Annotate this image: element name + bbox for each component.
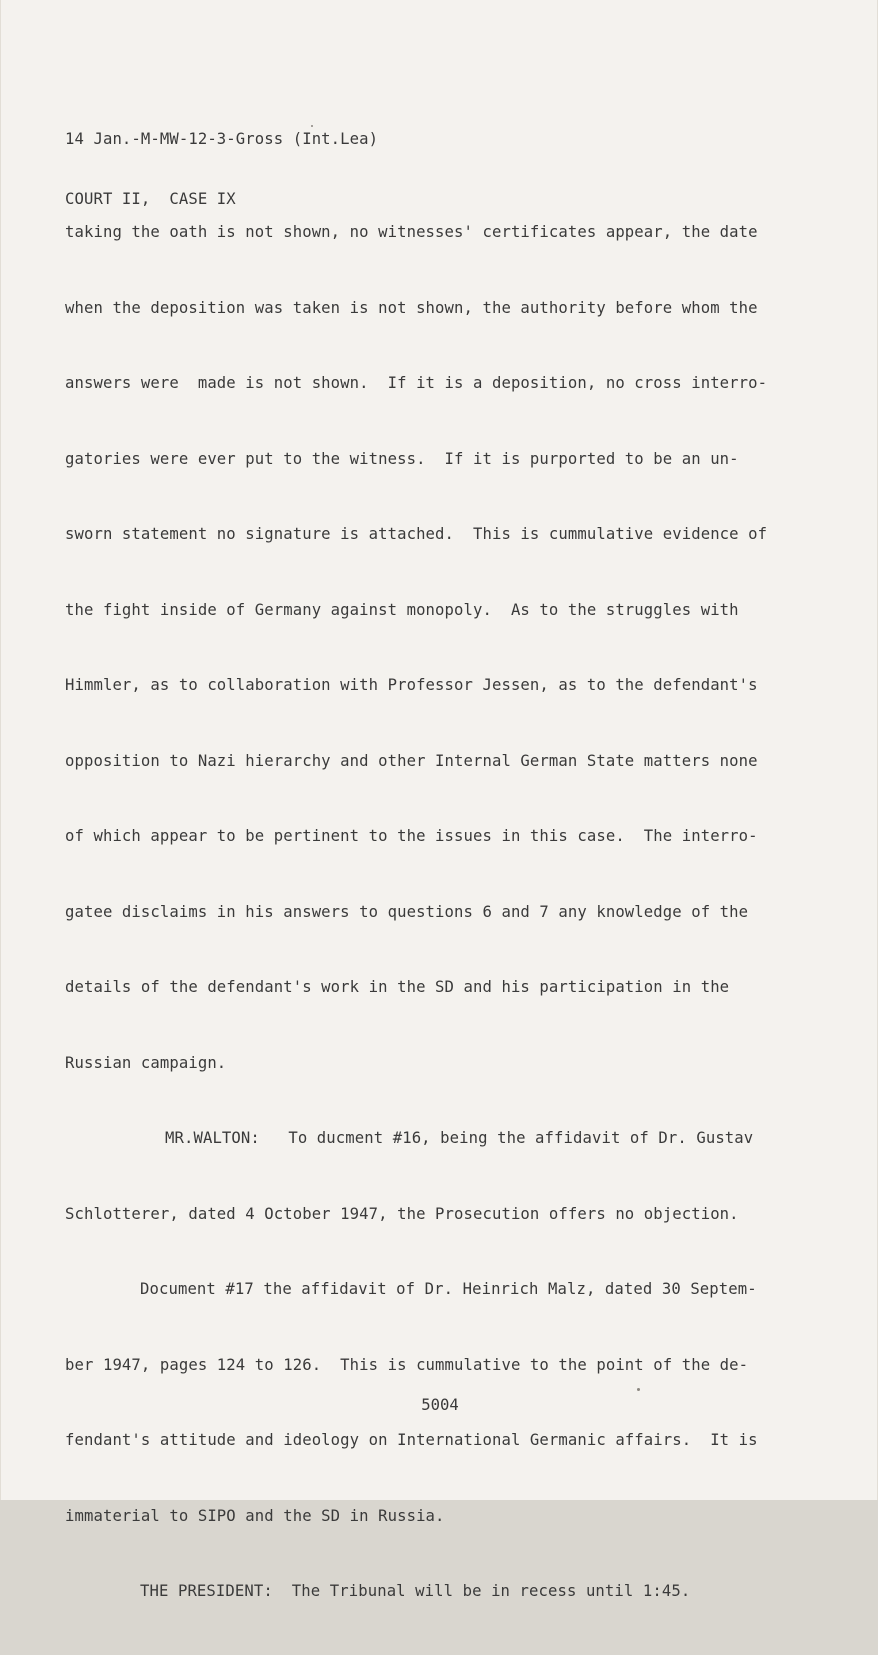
body-line: details of the defendant's work in the SD and his participation in the [65,978,730,996]
body-line: fendant's attitude and ideology on International Germanic affairs. It is [65,1431,758,1449]
body-line: Russian campaign. [65,1053,227,1072]
body-line: opposition to Nazi hierarchy and other Internal German State matters none [65,751,758,770]
body-line: of which appear to be pertinent to the issues in this case. The interro- [65,827,758,845]
body-line: ber 1947, pages 124 to 126. This is cummulative to the point of the de- [65,1355,749,1374]
header-reference-line: 14 Jan.-M-MW-12-3-Gross (Int.Lea) [65,130,379,148]
body-line: when the deposition was taken is not shown, the authority before whom the [65,298,758,317]
body-line: the fight inside of Germany against monopoly. As to the struggles with [65,600,739,619]
body-line: taking the oath is not shown, no witnesses' certificates appear, the date [65,223,758,241]
body-line: answers were made is not shown. If it is a deposition, no cross interro- [65,374,768,392]
body-line-speaker-walton: MR.WALTON: To ducment #16, being the affidavit of Dr. Gustav [165,1129,754,1147]
paper-speck [637,1388,640,1391]
body-line: sworn statement no signature is attached. This is cummulative evidence of [65,525,768,543]
body-line: Schlotterer, dated 4 October 1947, the Prosecution offers no objection. [65,1204,739,1223]
body-line-document-17: Document #17 the affidavit of Dr. Heinrich Malz, dated 30 Septem- [140,1280,757,1298]
body-line: Himmler, as to collaboration with Professor Jessen, as to the defendant's [65,676,758,694]
body-line: gatee disclaims in his answers to questions 6 and 7 any knowledge of the [65,902,749,921]
header-court-case-line: COURT II, CASE IX [65,190,236,208]
body-line: immaterial to SIPO and the SD in Russia. [65,1506,445,1525]
page-number: 5004 [421,1396,459,1414]
body-line-speaker-president: THE PRESIDENT: The Tribunal will be in recess until 1:45. [140,1582,691,1600]
body-line: gatories were ever put to the witness. If it is purported to be an un- [65,449,739,468]
transcript-body [65,184,825,1655]
paper-speck [311,125,313,127]
